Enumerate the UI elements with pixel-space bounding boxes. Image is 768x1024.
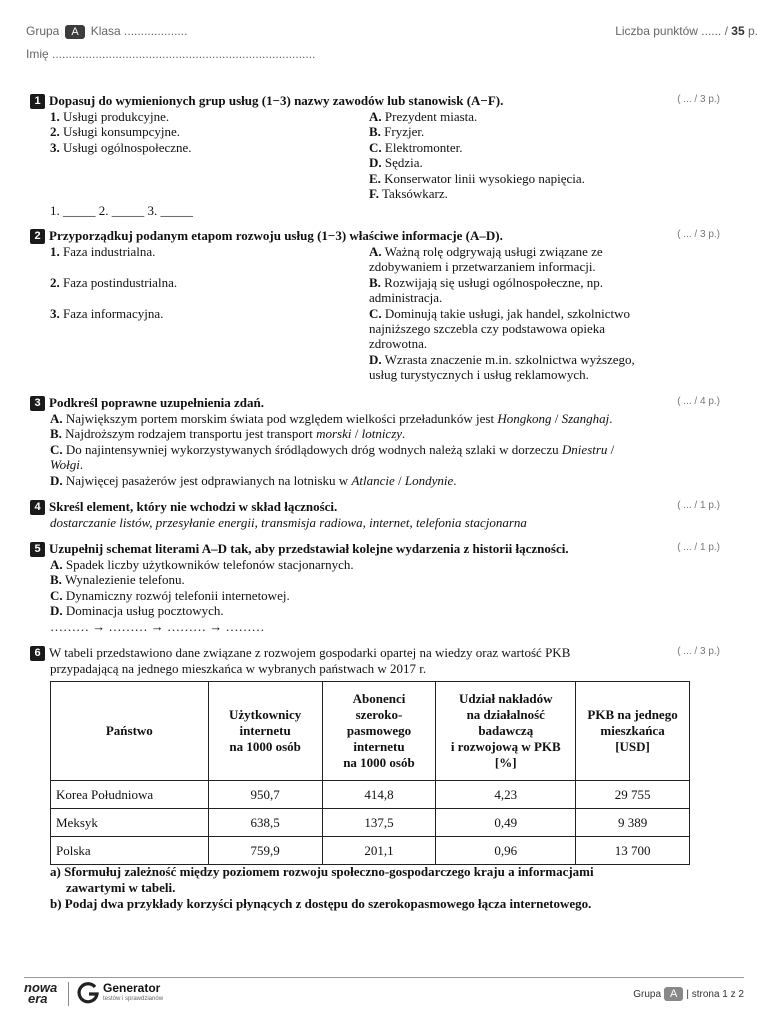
option[interactable]: Wołgi: [50, 457, 80, 473]
task-6-intro: 6 W tabeli przedstawiono dane związane z rozwojem gospodarki opartej na wiedzy oraz wartość PKB: [30, 645, 730, 661]
list-item-cont: zdrowotna.: [369, 336, 428, 352]
nowa-era-logo: nowa era: [24, 980, 58, 1006]
option[interactable]: Dniestru: [561, 441, 608, 457]
table-cell: Polska: [51, 837, 209, 865]
table-cell: 414,8: [322, 781, 436, 809]
list-item: B. Rozwijają się usługi ogólnospołeczne, np.: [369, 274, 603, 290]
list-item-cont: usług turystycznych i usług reklamowych.: [369, 367, 589, 383]
footer-page-info: Grupa A | strona 1 z 2: [633, 988, 744, 1000]
points-total: Liczba punktów ...... / 35 p.: [615, 24, 758, 38]
option[interactable]: Londynie: [404, 472, 454, 488]
task-1: [30, 93, 730, 218]
table-cell: Korea Południowa: [51, 781, 209, 809]
list-item: C. Elektromonter.: [369, 139, 463, 155]
list-item: D. Dominacja usług pocztowych.: [50, 603, 224, 619]
generator-logo-text: Generator testów i sprawdzianów: [103, 981, 164, 1002]
group-badge: A: [65, 25, 84, 39]
option[interactable]: Atlancie: [351, 472, 395, 488]
task-number: 5: [30, 542, 45, 557]
list-item: 2. Faza postindustrialna.: [50, 275, 178, 290]
task-4: [30, 499, 730, 530]
sentence-b: B. Najdroższym rodzajem transportu jest transport morski / lotniczy.: [50, 426, 406, 442]
task-number: 1: [30, 94, 45, 109]
task-6-points: ( ... / 3 p.): [677, 646, 720, 657]
data-table: [50, 681, 690, 865]
task-2-points: ( ... / 3 p.): [677, 229, 720, 240]
task-5: [30, 541, 730, 634]
table-cell: 4,23: [436, 781, 576, 809]
option[interactable]: lotniczy: [361, 426, 403, 442]
header-group-line: [26, 24, 187, 39]
header-broadband: Abonenci szeroko- pasmowego internetu na 1000 osób: [322, 682, 436, 781]
task-4-title: 4 Skreśl element, który nie wchodzi w skład łączności.: [30, 499, 730, 515]
list-item: B. Wynalezienie telefonu.: [50, 572, 185, 588]
footer-divider: [24, 977, 744, 978]
table-row: [51, 837, 690, 865]
list-item: E. Konserwator linii wysokiego napięcia.: [369, 170, 585, 186]
option[interactable]: morski: [316, 426, 352, 442]
task-6-intro-cont: przypadającą na jednego mieszkańca w wybranych państwach w 2017 r.: [50, 661, 427, 676]
table-cell: 950,7: [208, 781, 322, 809]
table-cell: 13 700: [576, 837, 690, 865]
table-cell: 759,9: [208, 837, 322, 865]
task-5-title: 5 Uzupełnij schemat literami A–D tak, aby przedstawiał kolejne wydarzenia z historii łączności.: [30, 541, 730, 557]
sentence-c: C. Do najintensywniej wykorzystywanych śródlądowych dróg wodnych należą szlaki w dorzeczu Dniestru / Wołgi.: [50, 441, 615, 473]
task-6-questions: [50, 864, 730, 912]
table-row: [51, 781, 690, 809]
table-header-row: [51, 682, 690, 781]
sentence-a: A. Największym portem morskim świata pod względem wielkości przeładunków jest Hongkong / Szanghaj.: [50, 411, 613, 426]
logo-divider: [68, 982, 69, 1006]
group-badge: A: [664, 987, 683, 1001]
list-item: C. Dynamiczny rozwój telefonii internetowej.: [50, 587, 290, 603]
task-3-title: 3 Podkreśl poprawne uzupełnienia zdań.: [30, 395, 730, 411]
table-cell: 0,49: [436, 809, 576, 837]
task-1-title: 1 Dopasuj do wymienionych grup usług (1−3) nazwy zawodów lub stanowisk (A−F).: [30, 93, 730, 109]
task-2-title: 2 Przyporządkuj podanym etapom rozwoju usług (1−3) właściwe informacje (A–D).: [30, 228, 730, 244]
option[interactable]: Szanghaj: [561, 411, 610, 426]
list-item: 1. Faza industrialna.: [50, 244, 156, 259]
list-item: D. Sędzia.: [369, 155, 423, 171]
header-internet-users: Użytkownicy internetu na 1000 osób: [208, 682, 322, 781]
list-item: B. Fryzjer.: [369, 124, 425, 140]
list-item: A. Spadek liczby użytkowników telefonów stacjonarnych.: [50, 557, 354, 572]
task-number: 4: [30, 500, 45, 515]
sentence-d: D. Najwięcej pasażerów jest odprawianych na lotnisku w Atlancie / Londynie.: [50, 472, 457, 488]
list-item: D. Wzrasta znaczenie m.in. szkolnictwa wyższego,: [369, 351, 635, 367]
class-field[interactable]: Klasa ...................: [90, 24, 188, 38]
task-number: 6: [30, 646, 45, 661]
list-item-cont: zdobywaniem i przetwarzaniem informacji.: [369, 259, 596, 275]
task-3-points: ( ... / 4 p.): [677, 396, 720, 407]
list-item-cont: najniższego szczebla czy podstawowa opieka: [369, 321, 606, 337]
header-gdp: PKB na jednego mieszkańca [USD]: [576, 682, 690, 781]
option[interactable]: Hongkong: [497, 411, 552, 426]
group-label: Grupa: [26, 24, 60, 38]
task-number: 2: [30, 229, 45, 244]
question-a: a) Sformułuj zależność między poziomem rozwoju społeczno-gospodarczego kraju a informacjami: [50, 864, 594, 879]
list-item: F. Taksówkarz.: [369, 186, 448, 202]
table-row: [51, 809, 690, 837]
list-item: 1. Usługi produkcyjne.: [50, 109, 170, 124]
table-cell: 201,1: [322, 837, 436, 865]
task-number: 3: [30, 396, 45, 411]
task-6: [30, 645, 730, 676]
task-4-points: ( ... / 1 p.): [677, 500, 720, 511]
table-cell: 638,5: [208, 809, 322, 837]
page-indicator: | strona 1 z 2: [686, 989, 744, 1000]
generator-icon: [76, 981, 100, 1009]
table-cell: 29 755: [576, 781, 690, 809]
header-country: Państwo: [51, 682, 209, 781]
list-item: A. Prezydent miasta.: [369, 109, 478, 124]
question-a-cont: zawartymi w tabeli.: [66, 880, 176, 895]
answer-blanks[interactable]: 1. _____ 2. _____ 3. _____: [50, 203, 193, 218]
table-cell: 137,5: [322, 809, 436, 837]
question-b: b) Podaj dwa przykłady korzyści płynących z dostępu do szerokopasmowego łącza internetowego.: [50, 896, 592, 911]
list-item-cont: administracja.: [369, 290, 443, 306]
task-3: [30, 395, 730, 488]
name-field[interactable]: Imię ...............................................................................: [26, 47, 316, 61]
list-item: 3. Usługi ogólnospołeczne.: [50, 139, 192, 155]
task-2: [30, 228, 730, 383]
table-cell: Meksyk: [51, 809, 209, 837]
list-item: C. Dominują takie usługi, jak handel, szkolnictwo: [369, 305, 631, 321]
table-cell: 0,96: [436, 837, 576, 865]
list-item: 3. Faza informacyjna.: [50, 306, 164, 321]
header-rd-share: Udział nakładów na działalność badawczą i rozwojową w PKB [%]: [436, 682, 576, 781]
sequence-schema[interactable]: ……… → ……… → ……… → ………: [50, 618, 265, 634]
task-5-points: ( ... / 1 p.): [677, 542, 720, 553]
task-1-points: ( ... / 3 p.): [677, 94, 720, 105]
list-item: 2. Usługi konsumpcyjne.: [50, 124, 180, 140]
element-list[interactable]: dostarczanie listów, przesyłanie energii, transmisja radiowa, internet, telefonia stacjonarna: [50, 515, 527, 530]
table-cell: 9 389: [576, 809, 690, 837]
list-item: A. Ważną rolę odgrywają usługi związane ze: [369, 244, 603, 259]
